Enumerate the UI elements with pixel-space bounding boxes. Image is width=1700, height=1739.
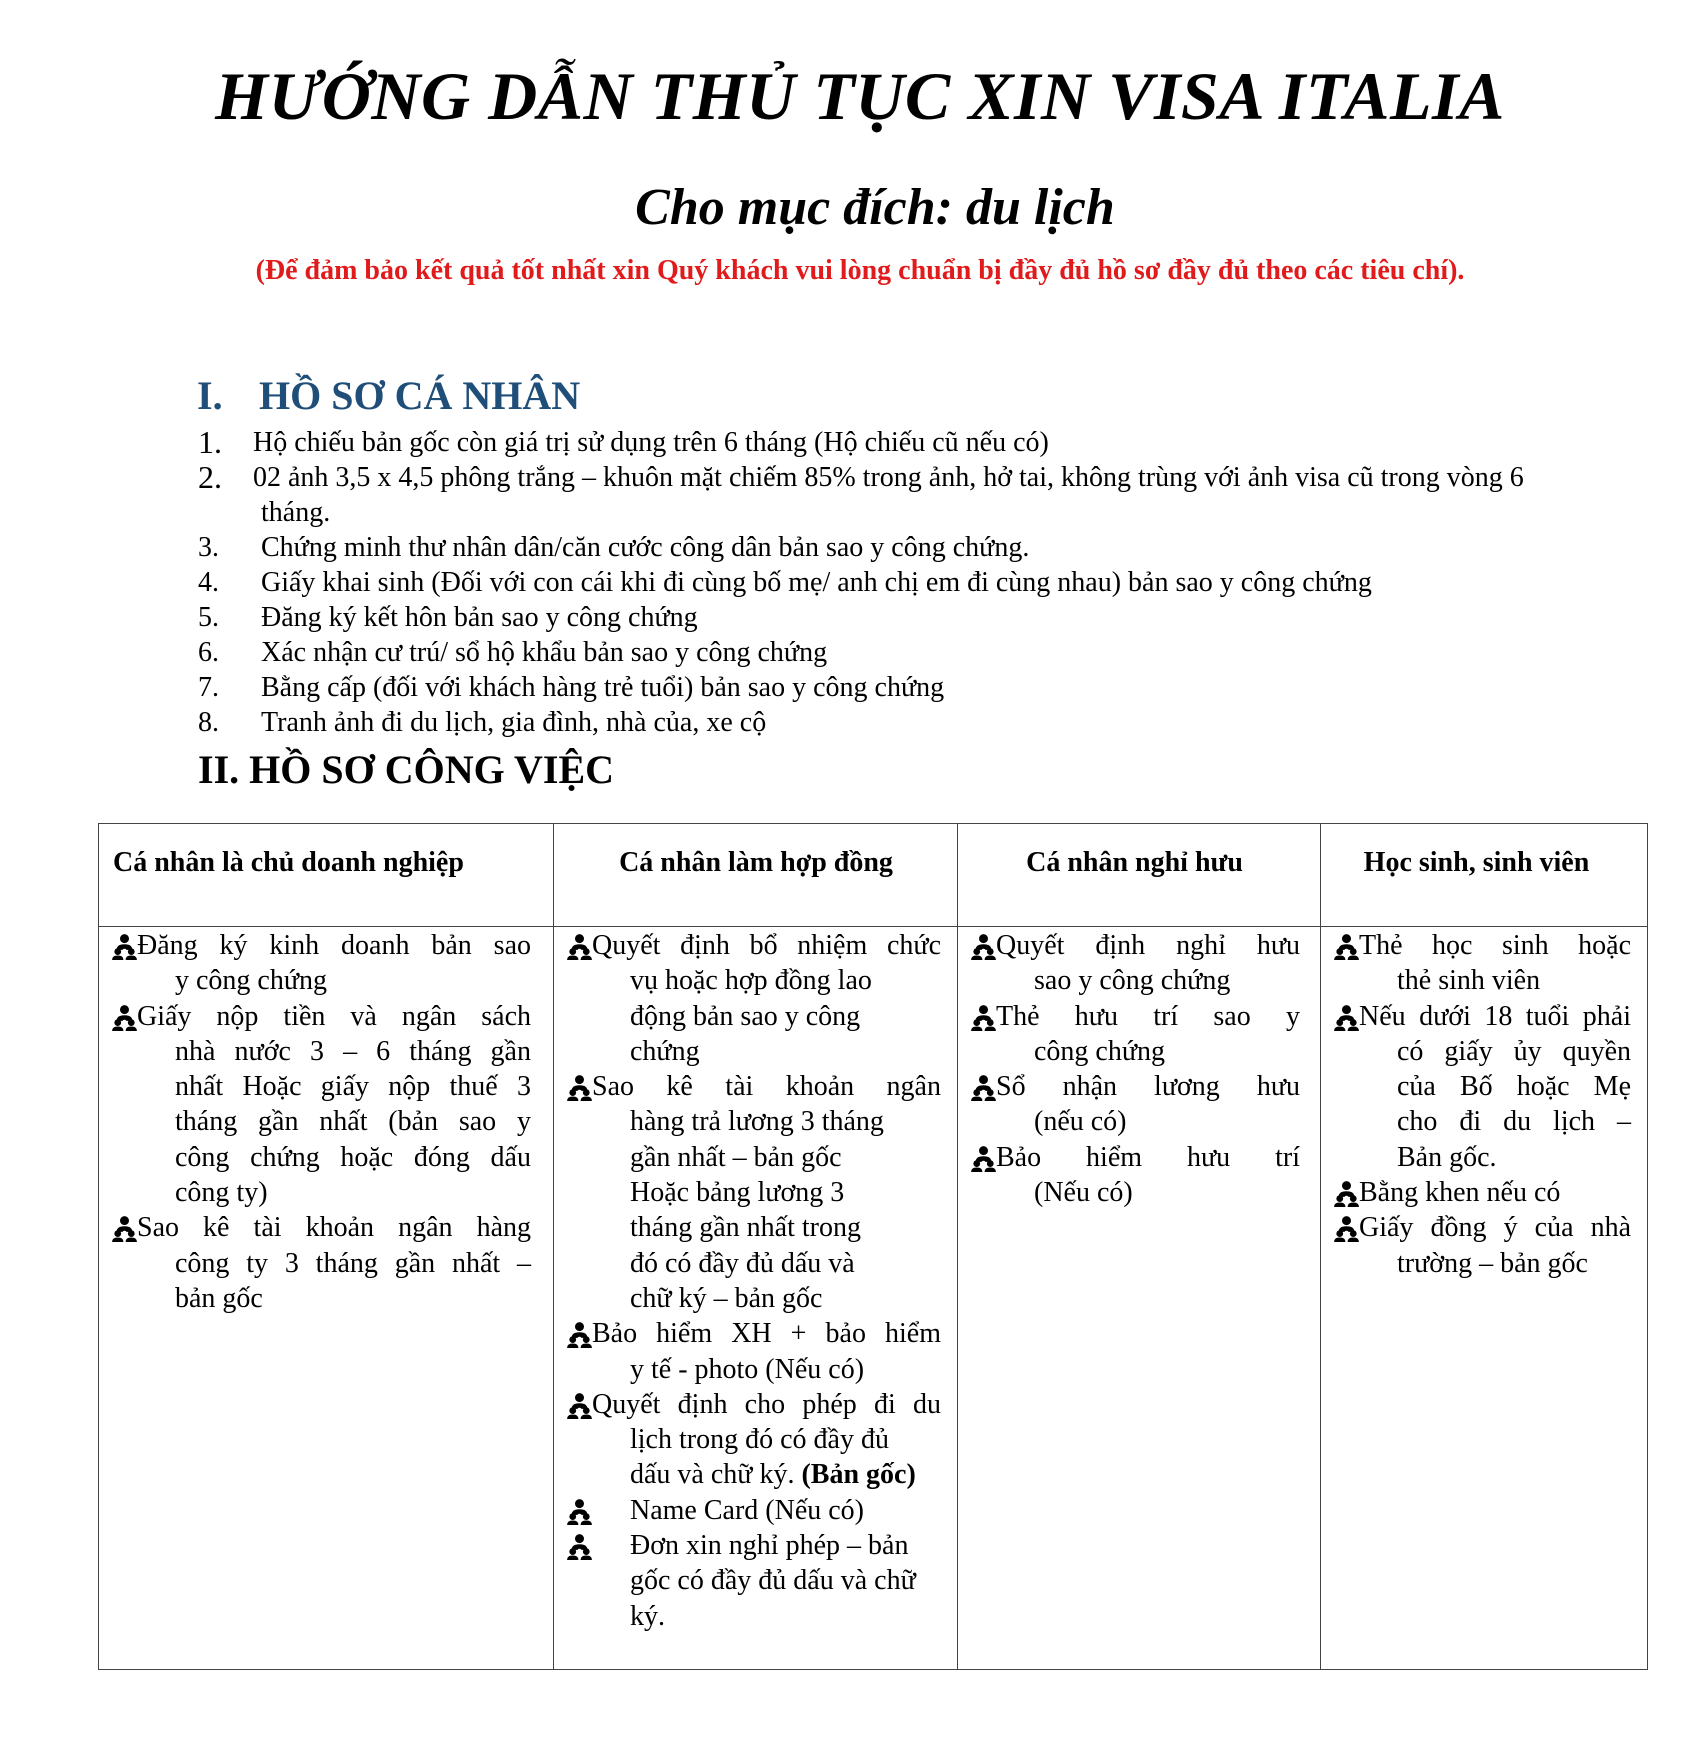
column-business-owner <box>111 928 531 1316</box>
work-documents-table <box>98 823 1648 1670</box>
item-first-line: Quyết định cho phép đi du <box>592 1388 941 1420</box>
section-heading-work: II. HỒ SƠ CÔNG VIỆC <box>198 747 615 792</box>
table-cell-item <box>111 1210 531 1316</box>
person-group-icon <box>566 1074 593 1101</box>
red-note: (Để đảm bảo kết quả tốt nhất xin Quý khách vui lòng chuẩn bị đầy đủ hồ sơ đầy đủ theo các tiêu chí). <box>255 255 1465 286</box>
table-cell-item <box>566 928 941 1069</box>
item-continuation-line: gốc có đầy đủ dấu và chữ <box>630 1565 916 1597</box>
item-first-line: Nếu dưới 18 tuổi phải <box>1359 1000 1631 1032</box>
column-contract <box>566 928 941 1634</box>
item-continuation-line: lịch trong đó có đầy đủ <box>630 1424 889 1456</box>
item-continuation-line: nhà nước 3 – 6 tháng gần <box>175 1035 531 1067</box>
item-continuation-line: (Nếu có) <box>1034 1177 1133 1209</box>
item-first-line: Sao kê tài khoản ngân hàng <box>137 1212 531 1244</box>
table-cell-item <box>970 1140 1300 1211</box>
list-item: 6. Xác nhận cư trú/ sổ hộ khẩu bản sao y công chứng <box>198 637 828 668</box>
person-group-icon <box>970 1074 997 1101</box>
table-cell-item <box>1333 999 1631 1175</box>
item-first-line: Quyết định nghỉ hưu <box>996 930 1300 961</box>
person-group-icon <box>970 1004 997 1031</box>
item-continuation-line: công chứng hoặc đóng dấu <box>175 1141 531 1173</box>
page-subtitle: Cho mục đích: du lịch <box>635 179 1115 236</box>
item-first-line: Giấy đồng ý của nhà <box>1359 1212 1631 1244</box>
item-first-line: Bảo hiểm hưu trí <box>996 1141 1300 1173</box>
person-group-icon <box>566 1498 593 1525</box>
item-continuation-line: cho đi du lịch – <box>1397 1106 1631 1138</box>
item-first-line: Thẻ học sinh hoặc <box>1359 930 1631 961</box>
item-first-line: Bảo hiểm XH + bảo hiểm <box>592 1318 941 1350</box>
item-continuation-line: thẻ sinh viên <box>1397 965 1541 997</box>
item-continuation-line: bản gốc <box>175 1282 263 1314</box>
item-continuation-line: vụ hoặc hợp đồng lao <box>630 965 872 997</box>
item-continuation-line: Hoặc bảng lương 3 <box>630 1177 845 1209</box>
person-group-icon <box>566 933 593 960</box>
list-item: 1. Hộ chiếu bản gốc còn giá trị sử dụng trên 6 tháng (Hộ chiếu cũ nếu có) <box>198 424 1049 460</box>
list-item: 7. Bằng cấp (đối với khách hàng trẻ tuổi) bản sao y công chứng <box>198 672 945 703</box>
person-group-icon <box>111 933 138 960</box>
column-header-contract: Cá nhân làm hợp đồng <box>619 847 893 878</box>
list-item: 3. Chứng minh thư nhân dân/căn cước công dân bản sao y công chứng. <box>198 532 1030 563</box>
item-continuation-line: tháng gần nhất trong <box>630 1212 861 1244</box>
item-continuation-line: đó có đầy đủ dấu và <box>630 1247 855 1279</box>
list-item: 4. Giấy khai sinh (Đối với con cái khi đi cùng bố mẹ/ anh chị em đi cùng nhau) bản sao y công chứng <box>198 567 1372 598</box>
person-group-icon <box>1333 1215 1360 1242</box>
item-first-line: Sao kê tài khoản ngân <box>592 1071 941 1103</box>
section-number: I. <box>197 373 223 418</box>
list-item: 8. Tranh ảnh đi du lịch, gia đình, nhà của, xe cộ <box>198 707 767 738</box>
column-header-business-owner: Cá nhân là chủ doanh nghiệp <box>113 847 464 878</box>
item-first-line: Đăng ký kinh doanh bản sao <box>137 930 531 961</box>
item-continuation-line: sao y công chứng <box>1034 965 1231 997</box>
table-cell-item <box>111 999 531 1211</box>
section-heading-personal <box>197 373 581 418</box>
person-group-icon <box>1333 1180 1360 1207</box>
item-continuation-line: nhất Hoặc giấy nộp thuế 3 <box>175 1071 531 1103</box>
section-title: HỒ SƠ CÁ NHÂN <box>259 373 581 418</box>
item-continuation-line: y tế - photo (Nếu có) <box>630 1353 865 1385</box>
item-continuation-line: ký. <box>630 1600 665 1632</box>
item-continuation-line: của Bố hoặc Mẹ <box>1397 1071 1631 1103</box>
person-group-icon <box>566 1321 593 1348</box>
column-retired <box>970 928 1300 1210</box>
table-cell-item <box>566 1069 941 1316</box>
item-continuation-line: công chứng <box>1034 1035 1166 1067</box>
column-student <box>1333 928 1631 1281</box>
item-first-line: Giấy nộp tiền và ngân sách <box>137 1000 531 1032</box>
item-first-line: Sổ nhận lương hưu <box>996 1071 1300 1103</box>
person-group-icon <box>111 1215 138 1242</box>
table-cell-item <box>1333 928 1631 999</box>
item-continuation-line: Bản gốc. <box>1397 1141 1497 1173</box>
item-continuation-line: động bản sao y công <box>630 1000 861 1032</box>
item-first-line: Quyết định bổ nhiệm chức <box>592 930 941 961</box>
table-cell-item <box>566 1528 941 1634</box>
item-continuation-line: (nếu có) <box>1034 1106 1127 1138</box>
person-group-icon <box>970 1145 997 1172</box>
bold-note: (Bản gốc) <box>794 1459 916 1491</box>
item-continuation-line: chứng <box>630 1035 700 1067</box>
table-cell-item <box>1333 1210 1631 1281</box>
item-continuation-line: tháng gần nhất (bản sao y <box>175 1106 531 1138</box>
column-header-retired: Cá nhân nghỉ hưu <box>1026 847 1243 878</box>
column-header-student: Học sinh, sinh viên <box>1363 847 1590 878</box>
item-continuation-line: chữ ký – bản gốc <box>630 1282 823 1314</box>
item-continuation-line: dấu và chữ ký. (Bản gốc) <box>630 1459 916 1491</box>
page-title: HƯỚNG DẪN THỦ TỤC XIN VISA ITALIA <box>215 58 1505 134</box>
item-continuation-line: công ty 3 tháng gần nhất – <box>175 1247 531 1279</box>
item-continuation-line: công ty) <box>175 1177 268 1209</box>
list-item-continuation: tháng. <box>261 497 331 528</box>
person-group-icon <box>111 1004 138 1031</box>
table-cell-item <box>566 1387 941 1493</box>
table-cell-item <box>566 1493 941 1528</box>
person-group-icon <box>1333 933 1360 960</box>
item-continuation-line: y công chứng <box>175 965 328 997</box>
item-continuation-line: có giấy ủy quyền <box>1397 1035 1631 1067</box>
table-cell-item <box>970 928 1300 999</box>
table-header-divider <box>99 926 1647 927</box>
item-first-line: Đơn xin nghỉ phép – bản <box>630 1530 909 1562</box>
list-item: 2. 02 ảnh 3,5 x 4,5 phông trắng – khuôn mặt chiếm 85% trong ảnh, hở tai, không trùng với ảnh visa cũ trong vòng 6 <box>198 459 1524 495</box>
person-group-icon <box>566 1392 593 1419</box>
item-continuation-line: hàng trả lương 3 tháng <box>630 1106 884 1138</box>
item-first-line: Thẻ hưu trí sao y <box>996 1000 1300 1032</box>
personal-documents-list <box>198 425 1658 740</box>
list-item: 5. Đăng ký kết hôn bản sao y công chứng <box>198 602 698 633</box>
table-cell-item <box>970 999 1300 1070</box>
person-group-icon <box>1333 1004 1360 1031</box>
table-cell-item <box>1333 1175 1631 1210</box>
item-continuation-line: gần nhất – bản gốc <box>630 1141 842 1173</box>
item-first-line: Name Card (Nếu có) <box>630 1494 865 1526</box>
item-continuation-line: trường – bản gốc <box>1397 1247 1588 1279</box>
item-first-line: Bằng khen nếu có <box>1359 1177 1561 1209</box>
table-cell-item <box>111 928 531 999</box>
person-group-icon <box>970 933 997 960</box>
table-cell-item <box>970 1069 1300 1140</box>
person-group-icon <box>566 1533 593 1560</box>
table-cell-item <box>566 1316 941 1387</box>
